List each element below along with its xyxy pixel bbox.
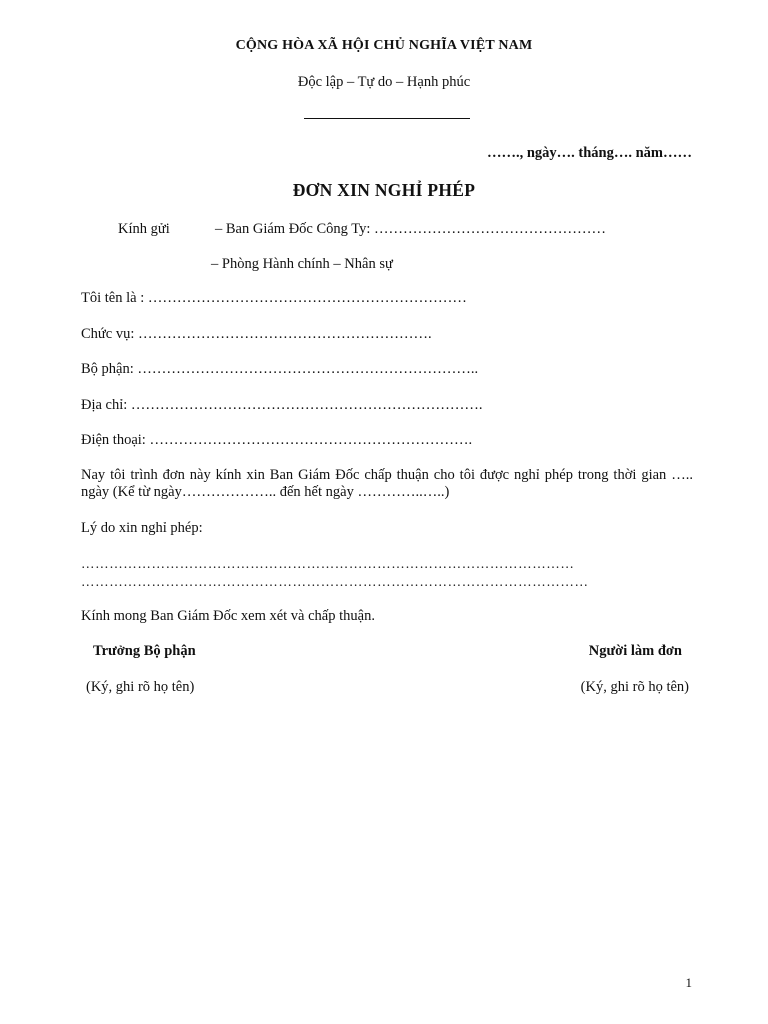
nation-heading: CỘNG HÒA XÃ HỘI CHỦ NGHĨA VIỆT NAM xyxy=(235,38,533,53)
header-divider xyxy=(304,118,470,119)
date-line: ……., ngày…. tháng…. năm…… xyxy=(486,145,692,161)
field-position: Chức vụ: ……………………………………………………. xyxy=(81,326,432,342)
signature-right-title: Người làm đơn xyxy=(588,643,682,659)
closing-text: Kính mong Ban Giám Đốc xem xét và chấp thuận. xyxy=(81,608,375,624)
signature-left-note: (Ký, ghi rõ họ tên) xyxy=(86,679,195,695)
field-phone: Điện thoại: …………………………………………………………. xyxy=(81,432,473,448)
document-title: ĐƠN XIN NGHỈ PHÉP xyxy=(292,180,476,200)
field-name: Tôi tên là : ………………………………………………………… xyxy=(81,290,467,306)
request-paragraph: Nay tôi trình đơn này kính xin Ban Giám Đốc chấp thuận cho tôi được nghỉ phép trong thời gian ….. ngày (Kể từ ngày……………….. đến hết ngày …………..…..) xyxy=(81,467,693,500)
reason-label: Lý do xin nghỉ phép: xyxy=(81,520,203,536)
recipient-label: Kính gửi xyxy=(118,221,170,237)
field-address: Địa chỉ: ………………………………………………………………. xyxy=(81,397,483,413)
recipient-line-2: – Phòng Hành chính – Nhân sự xyxy=(211,256,393,272)
page-number: 1 xyxy=(685,975,692,990)
recipient-line-1: – Ban Giám Đốc Công Ty: ………………………………………… xyxy=(215,221,607,237)
signature-left-title: Trưởng Bộ phận xyxy=(93,643,196,659)
reason-line-1: …………………………………………………………………………………………… xyxy=(81,556,575,571)
field-department: Bộ phận: …………………………………………………………….. xyxy=(81,361,479,377)
signature-right-note: (Ký, ghi rõ họ tên) xyxy=(580,679,689,695)
reason-line-2: ……………………………………………………………………………………………… xyxy=(81,574,589,589)
motto: Độc lập – Tự do – Hạnh phúc xyxy=(297,74,471,90)
